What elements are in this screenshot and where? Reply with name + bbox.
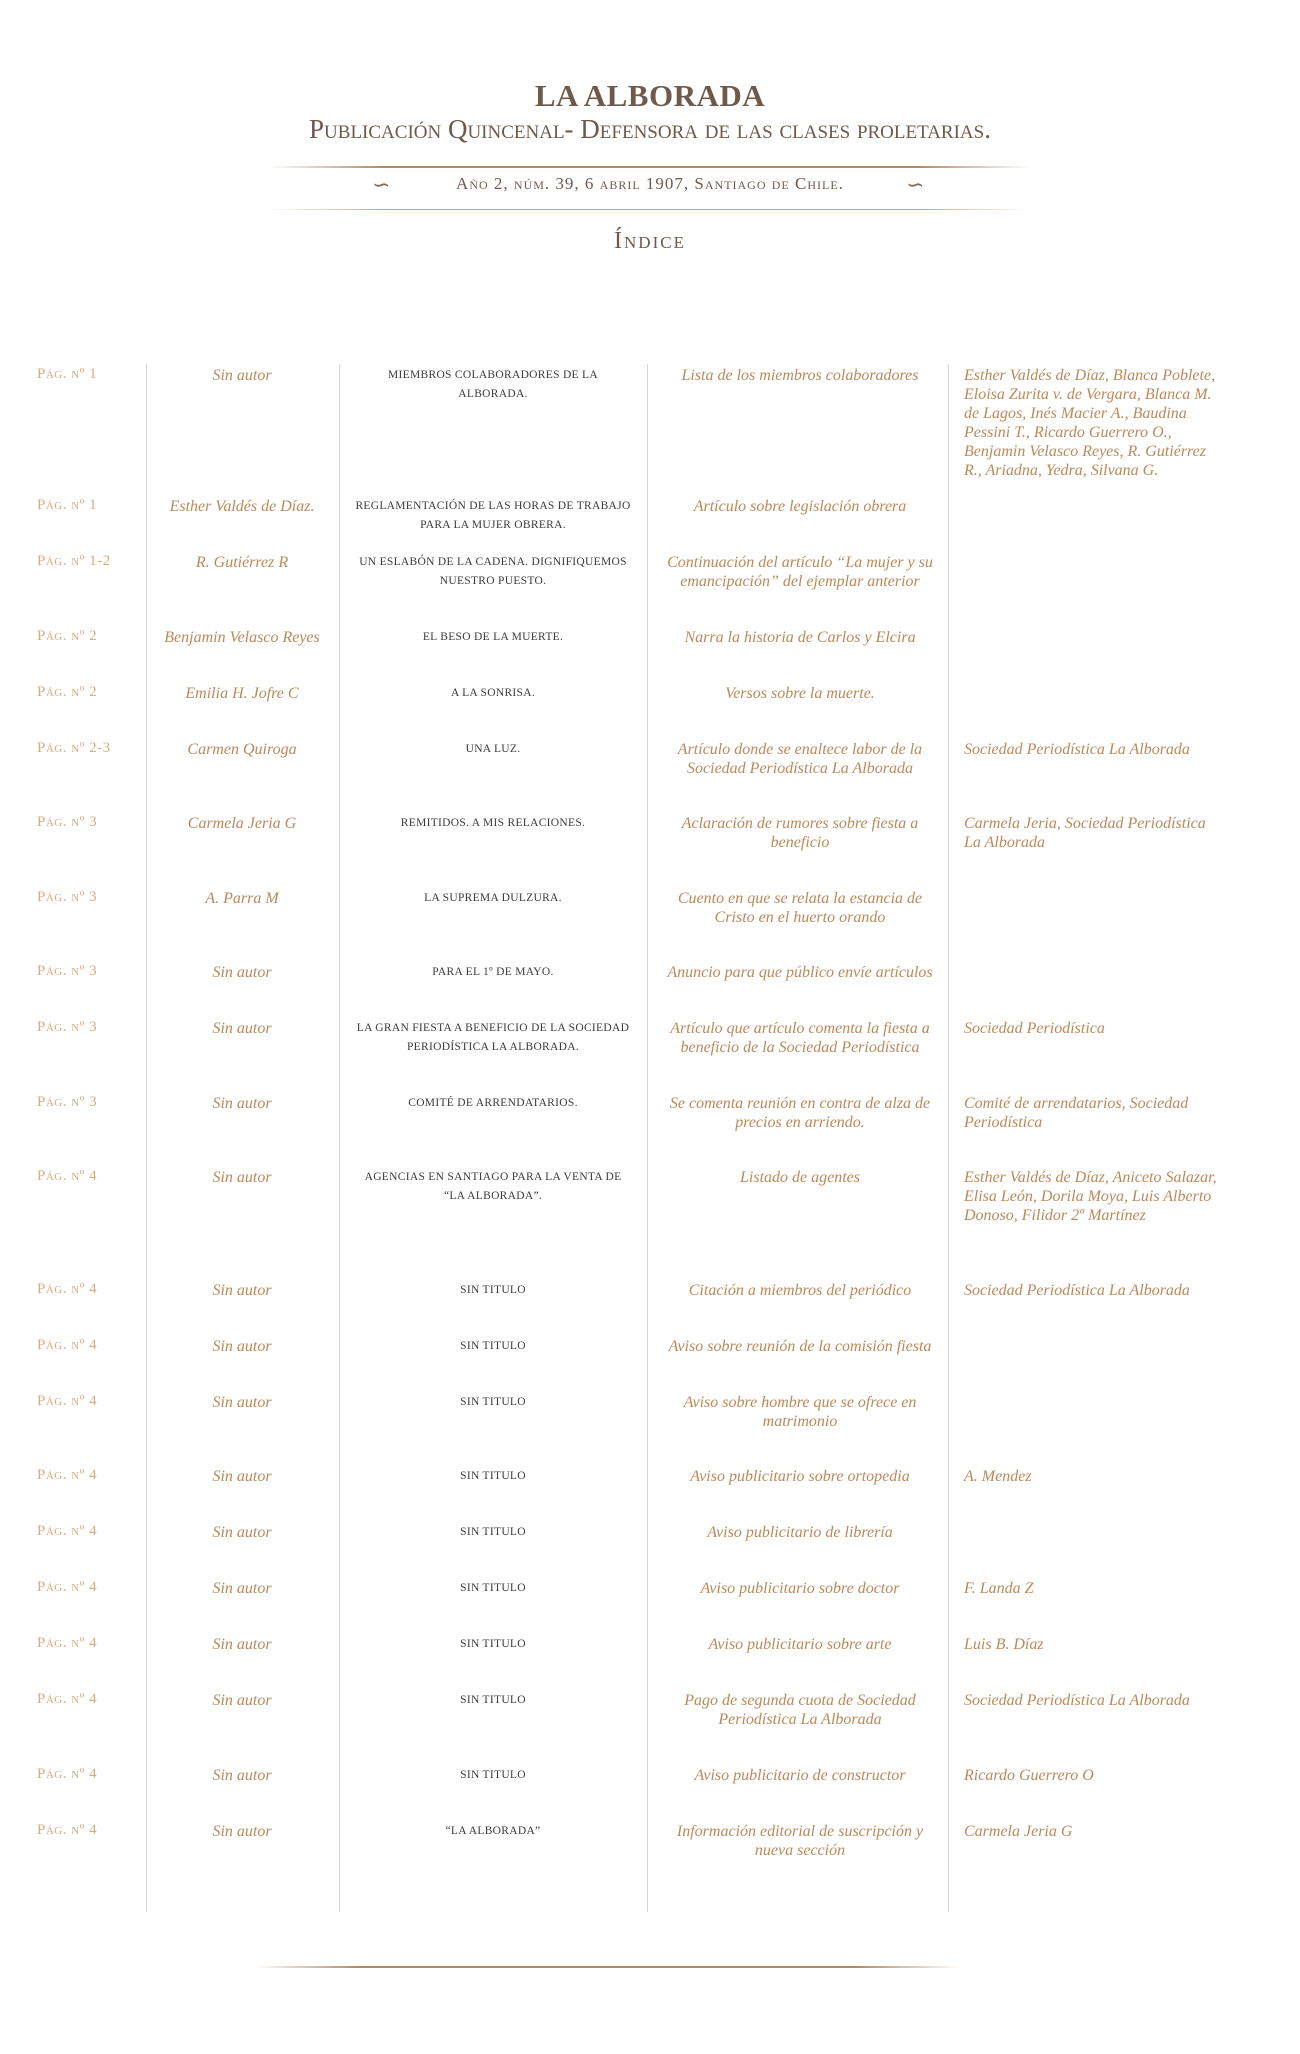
page-number: Pág. nº 4 (37, 1691, 98, 1707)
entry-notes: Sociedad Periodística La Alborada (964, 1282, 1190, 1299)
entry-notes: A. Mendez (964, 1468, 1032, 1485)
entry-author: R. Gutiérrez R (195, 554, 289, 571)
ornament-right-icon: ∽ (906, 172, 925, 197)
entry-notes: Esther Valdés de Díaz, Aniceto Salazar, Elisa León, Dorila Moya, Luis Alberto Donoso, Filidor 2º Martínez (964, 1169, 1217, 1224)
publication-title: LA ALBORADA (534, 78, 766, 113)
entry-author: Esther Valdés de Díaz. (169, 498, 315, 515)
page-number: Pág. nº 3 (37, 1019, 98, 1035)
page-number: Pág. nº 1 (37, 497, 98, 513)
entry-description: Información editorial de suscripción y nueva sección (676, 1823, 924, 1859)
page-number: Pág. nº 4 (37, 1168, 98, 1184)
entry-author: Sin autor (212, 1767, 272, 1784)
entry-title: LA SUPREMA DULZURA. (424, 892, 562, 904)
entry-notes: Sociedad Periodística La Alborada (964, 1692, 1190, 1709)
page-number: Pág. nº 3 (37, 963, 98, 979)
entry-author: A. Parra M (205, 890, 279, 907)
column-divider (647, 364, 648, 1912)
entry-description: Aviso publicitario sobre ortopedia (690, 1468, 910, 1485)
entry-title: SIN TITULO (460, 1470, 526, 1482)
entry-author: Sin autor (212, 1095, 272, 1112)
entry-author: Emilia H. Jofre C (185, 685, 299, 702)
entry-title: REMITIDOS. A MIS RELACIONES. (400, 817, 586, 829)
page-number: Pág. nº 4 (37, 1281, 98, 1297)
entry-author: Sin autor (212, 1580, 272, 1597)
entry-notes: Esther Valdés de Díaz, Blanca Poblete, Eloisa Zurita v. de Vergara, Blanca M. de Lagos, Inés Macier A., Baudina Pessini T., Ricardo Guerrero O., Benjamin Velasco Reyes, R. Gutiérrez R., Ariadna, Yedra, Silvana G. (964, 367, 1216, 479)
page-number: Pág. nº 3 (37, 814, 98, 830)
page-number: Pág. nº 4 (37, 1579, 98, 1595)
entry-description: Cuento en que se relata la estancia de Cristo en el huerto orando (677, 890, 923, 926)
entry-title: “LA ALBORADA” (445, 1825, 541, 1837)
entry-description: Aviso sobre reunión de la comisión fiesta (668, 1338, 932, 1355)
entry-title: UN ESLABÓN DE LA CADENA. DIGNIFIQUEMOS NUESTRO PUESTO. (359, 556, 627, 587)
entry-author: Benjamin Velasco Reyes (164, 629, 320, 646)
page-number: Pág. nº 4 (37, 1467, 98, 1483)
page-number: Pág. nº 2 (37, 684, 98, 700)
entry-description: Continuación del artículo “La mujer y su emancipación” del ejemplar anterior (667, 554, 933, 590)
entry-author: Sin autor (212, 1524, 272, 1541)
top-divider (270, 166, 1030, 168)
entry-title: SIN TITULO (460, 1284, 526, 1296)
entry-notes: Carmela Jeria, Sociedad Periodística La Alborada (964, 815, 1206, 851)
entry-author: Sin autor (212, 1394, 272, 1411)
entry-author: Sin autor (212, 1636, 272, 1653)
entry-author: Sin autor (212, 367, 272, 384)
entry-notes: Carmela Jeria G (964, 1823, 1073, 1840)
entry-notes: Ricardo Guerrero O (964, 1767, 1094, 1784)
entry-title: SIN TITULO (460, 1638, 526, 1650)
entry-title: EL BESO DE LA MUERTE. (422, 631, 564, 643)
entry-description: Aviso publicitario de constructor (694, 1767, 906, 1784)
page-number: Pág. nº 2-3 (37, 740, 111, 756)
page-number: Pág. nº 2 (37, 628, 98, 644)
entry-notes: Sociedad Periodística (964, 1020, 1105, 1037)
page-number: Pág. nº 1 (37, 366, 98, 382)
entry-description: Se comenta reunión en contra de alza de precios en arriendo. (669, 1095, 931, 1131)
entry-author: Carmela Jeria G (187, 815, 297, 832)
entry-description: Aviso publicitario sobre doctor (700, 1580, 900, 1597)
issue-line: Año 2, núm. 39, 6 abril 1907, Santiago de Chile. (456, 174, 844, 193)
entry-description: Citación a miembros del periódico (688, 1282, 912, 1299)
masthead (0, 78, 1300, 144)
entry-author: Sin autor (212, 1282, 272, 1299)
entry-author: Carmen Quiroga (187, 741, 297, 758)
entry-description: Listado de agentes (740, 1169, 860, 1186)
column-divider (948, 364, 949, 1912)
page-number: Pág. nº 4 (37, 1523, 98, 1539)
entry-notes: Comité de arrendatarios, Sociedad Periodística (964, 1095, 1189, 1131)
entry-description: Artículo sobre legislación obrera (693, 498, 907, 515)
entry-author: Sin autor (212, 964, 272, 981)
page-number: Pág. nº 4 (37, 1337, 98, 1353)
entry-notes: F. Landa Z (964, 1580, 1034, 1597)
entry-title: A LA SONRISA. (450, 687, 536, 699)
entry-author: Sin autor (212, 1338, 272, 1355)
entry-notes: Luis B. Díaz (964, 1636, 1044, 1653)
entry-description: Aviso publicitario sobre arte (708, 1636, 892, 1653)
entry-title: SIN TITULO (460, 1340, 526, 1352)
entry-title: MIEMBROS COLABORADORES DE LA ALBORADA. (388, 369, 598, 400)
entry-description: Anuncio para que público envíe artículos (667, 964, 933, 981)
entry-description: Pago de segunda cuota de Sociedad Periodística La Alborada (684, 1692, 916, 1728)
entry-description: Narra la historia de Carlos y Elcira (684, 629, 916, 646)
index-heading: Índice (614, 228, 686, 254)
entry-title: UNA LUZ. (465, 743, 521, 755)
entry-title: SIN TITULO (460, 1582, 526, 1594)
entry-title: REGLAMENTACIÓN DE LAS HORAS DE TRABAJO PARA LA MUJER OBRERA. (355, 500, 631, 531)
column-divider (146, 364, 147, 1912)
entry-author: Sin autor (212, 1169, 272, 1186)
entry-description: Aviso publicitario de librería (707, 1524, 893, 1541)
bottom-divider (255, 1966, 960, 1968)
page-number: Pág. nº 1-2 (37, 553, 111, 569)
column-divider (339, 364, 340, 1912)
page-number: Pág. nº 3 (37, 889, 98, 905)
page-number: Pág. nº 3 (37, 1094, 98, 1110)
entry-title: COMITÉ DE ARRENDATARIOS. (408, 1097, 578, 1109)
entry-description: Versos sobre la muerte. (725, 685, 875, 702)
entry-author: Sin autor (212, 1823, 272, 1840)
page-number: Pág. nº 4 (37, 1635, 98, 1651)
entry-description: Artículo donde se enaltece labor de la Sociedad Periodística La Alborada (677, 741, 923, 777)
entry-description: Lista de los miembros colaboradores (681, 367, 919, 384)
entry-title: SIN TITULO (460, 1396, 526, 1408)
page-number: Pág. nº 4 (37, 1822, 98, 1838)
entry-title: AGENCIAS EN SANTIAGO PARA LA VENTA DE “LA ALBORADA”. (364, 1171, 622, 1202)
entry-description: Aviso sobre hombre que se ofrece en matrimonio (683, 1394, 917, 1430)
entry-author: Sin autor (212, 1692, 272, 1709)
issue-divider (270, 209, 1030, 210)
entry-title: SIN TITULO (460, 1526, 526, 1538)
entry-description: Artículo que artículo comenta la fiesta a beneficio de la Sociedad Periodística (670, 1020, 930, 1056)
publication-subtitle: Publicación Quincenal- Defensora de las clases proletarias. (309, 114, 991, 144)
page-number: Pág. nº 4 (37, 1393, 98, 1409)
entry-title: PARA EL 1º DE MAYO. (432, 966, 554, 978)
page-number: Pág. nº 4 (37, 1766, 98, 1782)
entry-description: Aclaración de rumores sobre fiesta a beneficio (681, 815, 919, 851)
entry-title: SIN TITULO (460, 1694, 526, 1706)
entry-title: SIN TITULO (460, 1769, 526, 1781)
entry-notes: Sociedad Periodística La Alborada (964, 741, 1190, 758)
entry-title: LA GRAN FIESTA A BENEFICIO DE LA SOCIEDAD PERIODÍSTICA LA ALBORADA. (356, 1022, 630, 1053)
entry-author: Sin autor (212, 1020, 272, 1037)
entry-author: Sin autor (212, 1468, 272, 1485)
ornament-left-icon: ∽ (372, 172, 391, 197)
